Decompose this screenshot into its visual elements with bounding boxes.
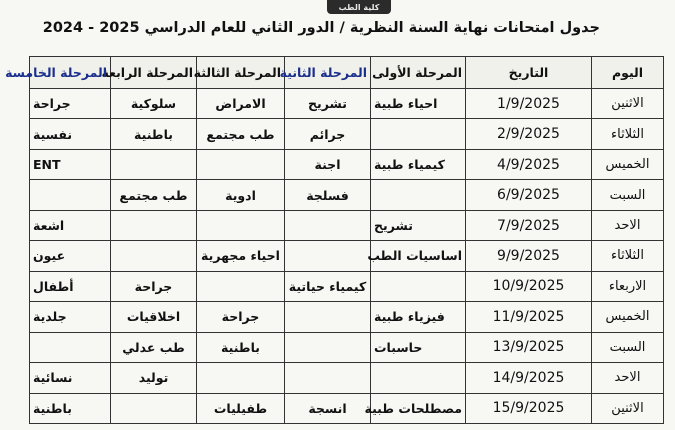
table-row	[30, 393, 664, 423]
day-cell: السبت	[592, 332, 664, 362]
stage-3-cell: جراحة	[197, 302, 285, 332]
stage-1-cell	[371, 271, 466, 301]
stage-3-cell	[197, 149, 285, 179]
stage-5-cell: ENT	[30, 149, 111, 179]
stage-2-cell	[285, 241, 371, 271]
table-row	[30, 363, 664, 393]
stage-2-cell	[285, 363, 371, 393]
stage-3-cell	[197, 363, 285, 393]
table-row	[30, 119, 664, 149]
stage-4-cell	[111, 241, 197, 271]
stage-4-cell	[111, 393, 197, 423]
header-stage-2: المرحلة الثانية	[285, 57, 371, 89]
schedule-body	[30, 89, 664, 424]
stage-4-cell	[111, 149, 197, 179]
table-row	[30, 149, 664, 179]
header-date: التاريخ	[466, 57, 592, 89]
day-cell: الاحد	[592, 210, 664, 240]
stage-1-cell: تشريح	[371, 210, 466, 240]
stage-2-cell: جرائم	[285, 119, 371, 149]
stage-2-cell: اجنة	[285, 149, 371, 179]
date-cell: 14/9/2025	[466, 363, 592, 393]
date-cell: 2/9/2025	[466, 119, 592, 149]
stage-5-cell: نفسية	[30, 119, 111, 149]
table-row	[30, 180, 664, 210]
day-cell: الثلاثاء	[592, 241, 664, 271]
stage-4-cell	[111, 210, 197, 240]
stage-2-cell	[285, 302, 371, 332]
stage-5-cell: جراحة	[30, 89, 111, 119]
stage-4-cell: باطنية	[111, 119, 197, 149]
table-row	[30, 332, 664, 362]
stage-5-cell	[30, 332, 111, 362]
stage-5-cell	[30, 180, 111, 210]
date-cell: 13/9/2025	[466, 332, 592, 362]
exam-schedule-sheet	[5, 56, 664, 424]
date-cell: 6/9/2025	[466, 180, 592, 210]
day-cell: الخميس	[592, 149, 664, 179]
stage-5-cell: اشعة	[30, 210, 111, 240]
stage-4-cell: جراحة	[111, 271, 197, 301]
page-title: جدول امتحانات نهاية السنة النظرية / الدور الثاني للعام الدراسي 2025 - 2024	[42, 20, 600, 36]
header-day: اليوم	[592, 57, 664, 89]
stage-3-cell: الامراض	[197, 89, 285, 119]
header-stage-4: المرحلة الرابعة	[111, 57, 197, 89]
header-stage-5: المرحلة الخامسة	[30, 57, 111, 89]
stage-1-cell	[371, 363, 466, 393]
table-row	[30, 210, 664, 240]
day-cell: الثلاثاء	[592, 119, 664, 149]
date-cell: 15/9/2025	[466, 393, 592, 423]
stage-5-cell: باطنية	[30, 393, 111, 423]
stage-3-cell	[197, 271, 285, 301]
table-row	[30, 302, 664, 332]
exam-schedule-table	[5, 56, 664, 424]
stage-1-cell: حاسبات	[371, 332, 466, 362]
day-cell: الخميس	[592, 302, 664, 332]
stage-4-cell: اخلاقيات	[111, 302, 197, 332]
stage-5-cell: جلدية	[30, 302, 111, 332]
stage-3-cell: باطنية	[197, 332, 285, 362]
stage-1-cell: احياء طبية	[371, 89, 466, 119]
stage-1-cell: مصطلحات طبية	[371, 393, 466, 423]
stage-2-cell: انسجة	[285, 393, 371, 423]
stage-4-cell: طب عدلي	[111, 332, 197, 362]
stage-1-cell	[371, 119, 466, 149]
stage-4-cell: طب مجتمع	[111, 180, 197, 210]
stage-2-cell	[285, 332, 371, 362]
stage-3-cell: طب مجتمع	[197, 119, 285, 149]
table-row	[30, 89, 664, 119]
logo-text: كلية الطب	[338, 2, 380, 12]
stage-3-cell: طفيليات	[197, 393, 285, 423]
date-cell: 9/9/2025	[466, 241, 592, 271]
stage-2-cell: تشريح	[285, 89, 371, 119]
table-row	[30, 241, 664, 271]
day-cell: الاثنين	[592, 393, 664, 423]
day-cell: الاربعاء	[592, 271, 664, 301]
stage-2-cell: كيمياء حياتية	[285, 271, 371, 301]
day-cell: الاثنين	[592, 89, 664, 119]
stage-5-cell: أطفال	[30, 271, 111, 301]
date-cell: 4/9/2025	[466, 149, 592, 179]
stage-2-cell	[285, 210, 371, 240]
stage-1-cell: اساسيات الطب	[371, 241, 466, 271]
table-row	[30, 271, 664, 301]
stage-4-cell: سلوكية	[111, 89, 197, 119]
header-row	[30, 57, 664, 89]
stage-3-cell: ادوية	[197, 180, 285, 210]
stage-2-cell: فسلجة	[285, 180, 371, 210]
date-cell: 7/9/2025	[466, 210, 592, 240]
date-cell: 11/9/2025	[466, 302, 592, 332]
college-logo	[327, 0, 391, 14]
stage-3-cell: احياء مجهرية	[197, 241, 285, 271]
stage-1-cell	[371, 180, 466, 210]
date-cell: 1/9/2025	[466, 89, 592, 119]
header-stage-3: المرحلة الثالثة	[197, 57, 285, 89]
day-cell: الاحد	[592, 363, 664, 393]
stage-5-cell: نسائية	[30, 363, 111, 393]
date-cell: 10/9/2025	[466, 271, 592, 301]
stage-4-cell: توليد	[111, 363, 197, 393]
day-cell: السبت	[592, 180, 664, 210]
stage-1-cell: فيزياء طبية	[371, 302, 466, 332]
stage-3-cell	[197, 210, 285, 240]
stage-1-cell: كيمياء طبية	[371, 149, 466, 179]
stage-5-cell: عيون	[30, 241, 111, 271]
header-stage-1: المرحلة الأولى	[371, 57, 466, 89]
